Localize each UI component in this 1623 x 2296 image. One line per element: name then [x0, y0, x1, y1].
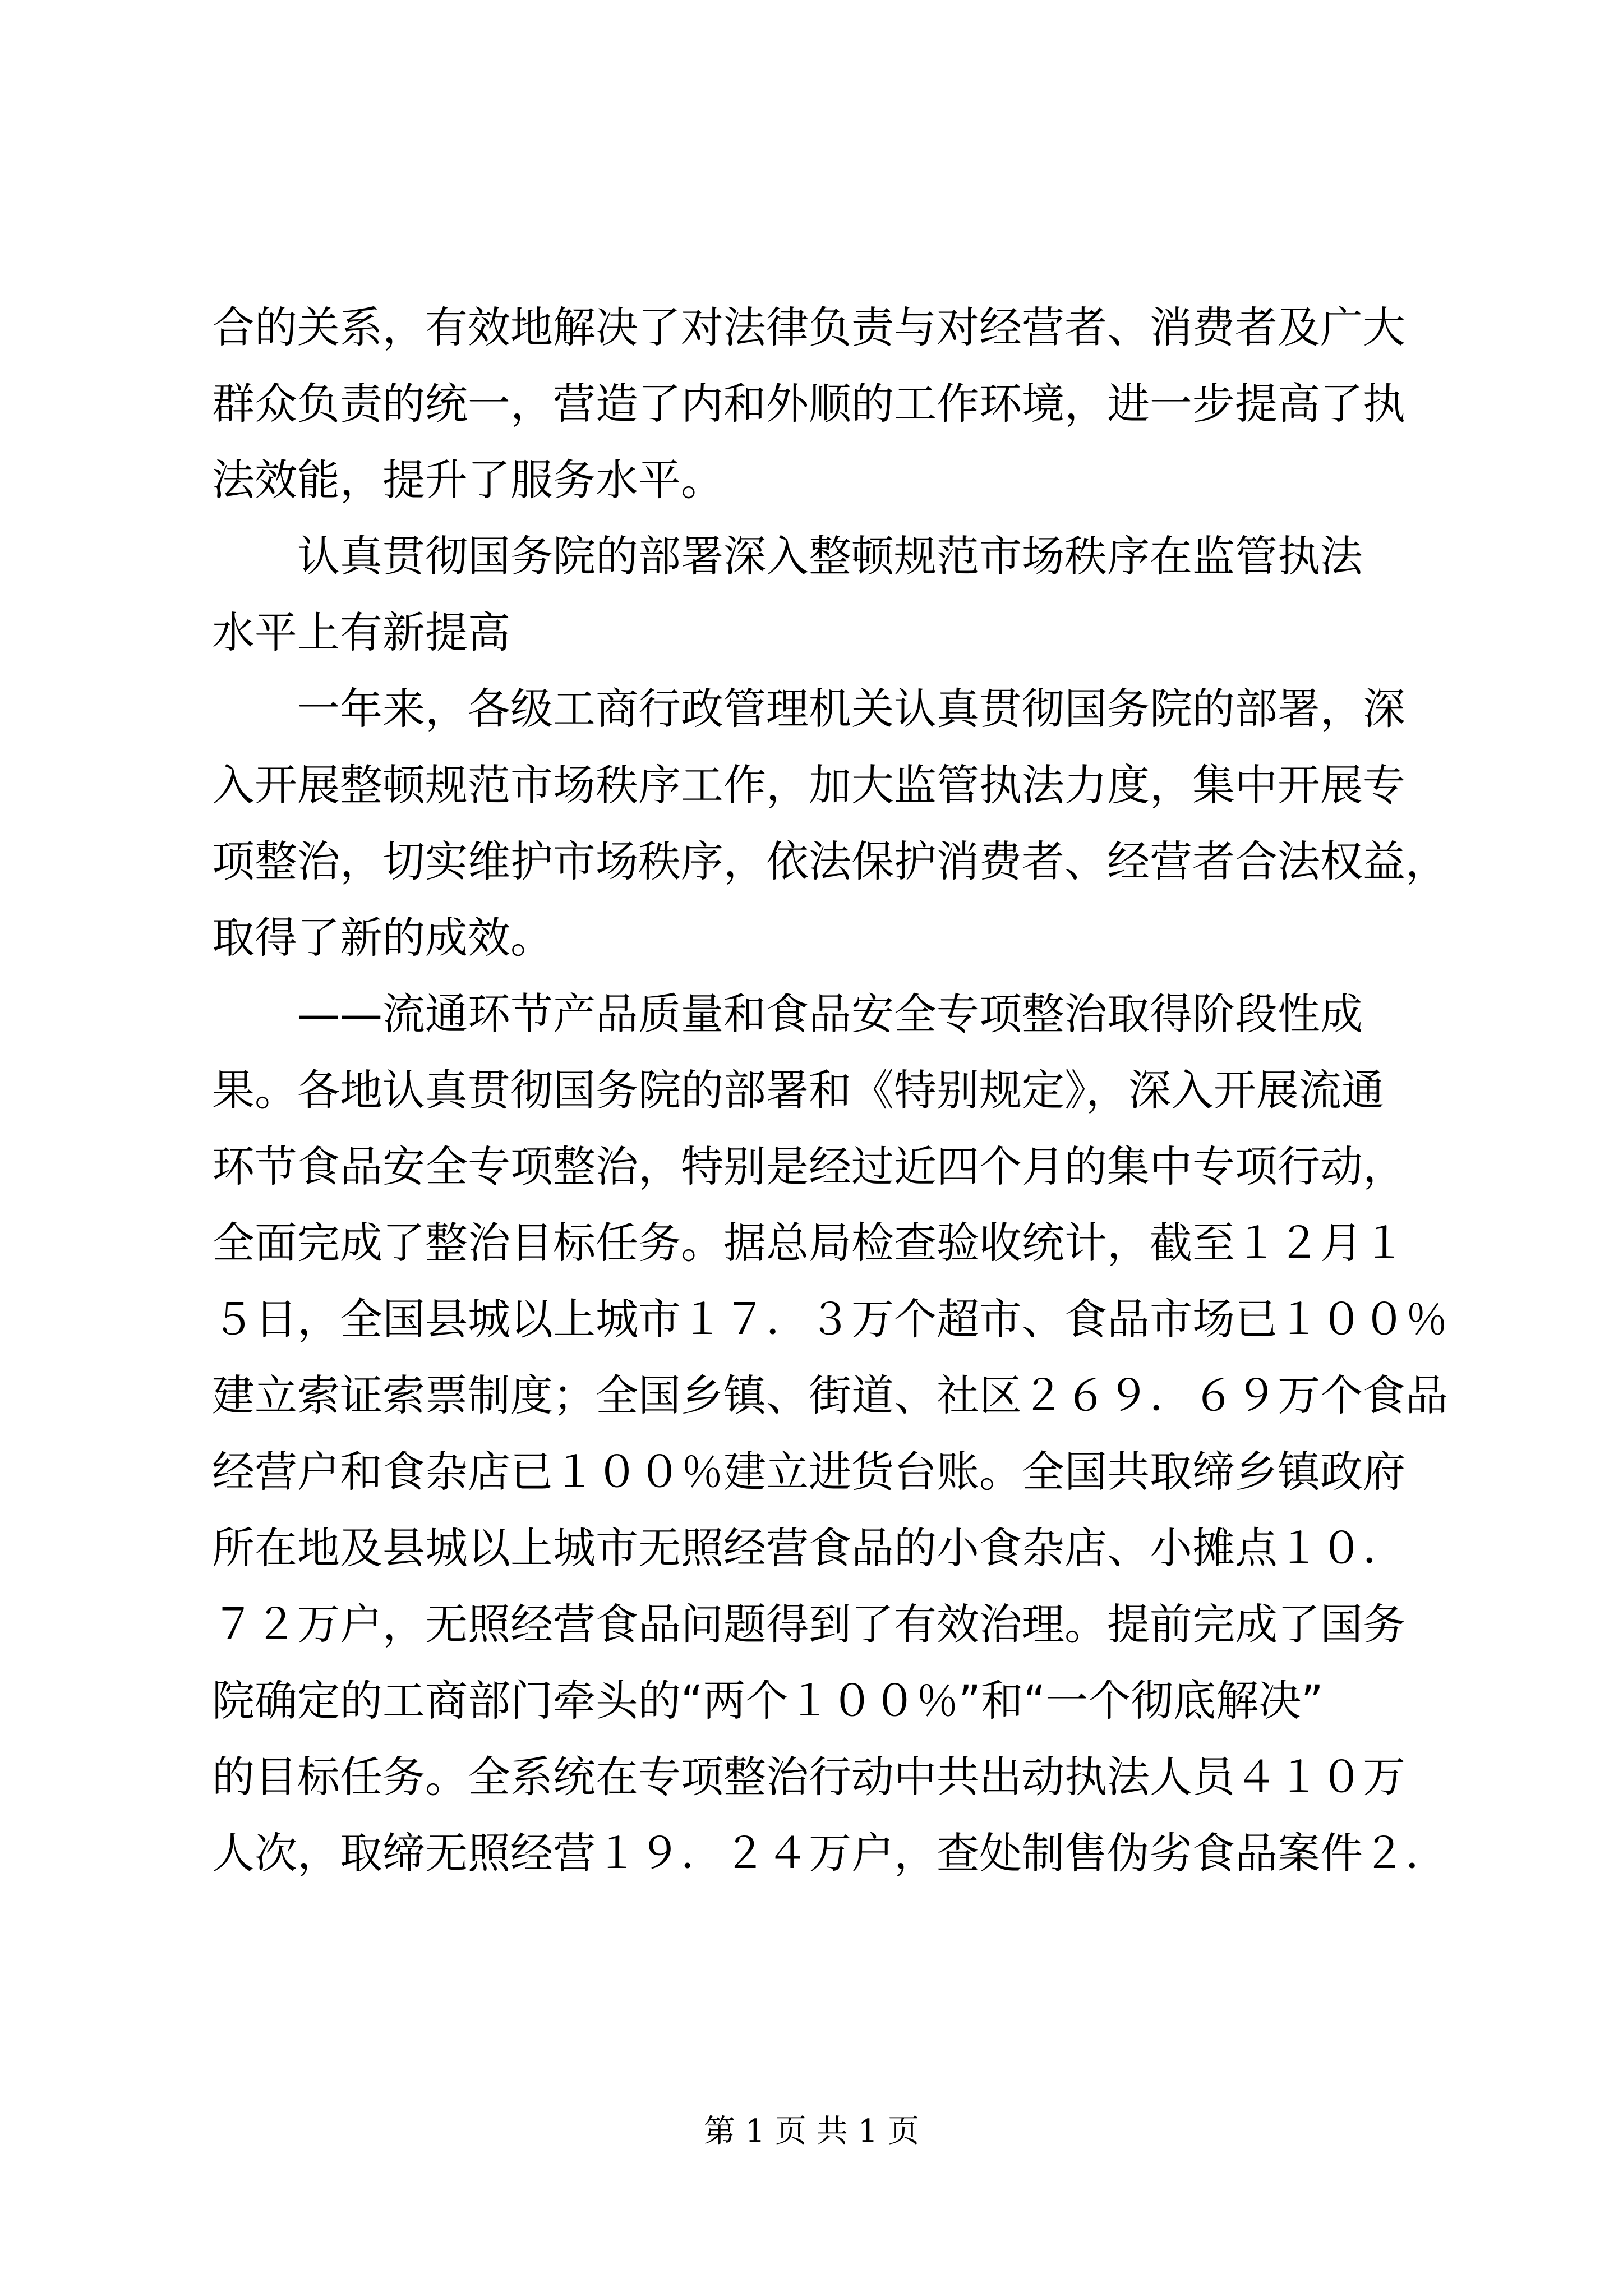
page-number-footer: 第 1 页 共 1 页: [703, 2113, 920, 2150]
text-line: 入开展整顿规范市场秩序工作，加大监管执法力度，集中开展专: [212, 760, 1405, 810]
text-line: 认真贯彻国务院的部署深入整顿规范市场秩序在监管执法: [212, 531, 1363, 581]
text-line: 项整治，切实维护市场秩序，依法保护消费者、经营者合法权益，: [212, 836, 1448, 886]
text-line: ７２万户，无照经营食品问题得到了有效治理。提前完成了国务: [212, 1599, 1405, 1649]
text-line: 水平上有新提高: [212, 608, 510, 657]
text-line: 果。各地认真贯彻国务院的部署和《特别规定》，深入开展流通: [212, 1065, 1384, 1115]
text-line: 群众负责的统一，营造了内和外顺的工作环境，进一步提高了执: [212, 379, 1405, 429]
text-line: 经营户和食杂店已１００％建立进货台账。全国共取缔乡镇政府: [212, 1447, 1405, 1497]
text-line: 所在地及县城以上城市无照经营食品的小食杂店、小摊点１０．: [212, 1523, 1405, 1573]
text-line: 环节食品安全专项整治，特别是经过近四个月的集中专项行动，: [212, 1142, 1405, 1191]
text-line: 取得了新的成效。: [212, 913, 553, 963]
text-line: 的目标任务。全系统在专项整治行动中共出动执法人员４１０万: [212, 1752, 1405, 1802]
text-line: 一年来，各级工商行政管理机关认真贯彻国务院的部署，深: [212, 684, 1405, 734]
text-line: 人次，取缔无照经营１９．２４万户，查处制售伪劣食品案件２．: [212, 1828, 1448, 1878]
text-line: 全面完成了整治目标任务。据总局检查验收统计，截至１２月１: [212, 1218, 1405, 1268]
text-line: ５日，全国县城以上城市１７．３万个超市、食品市场已１００％: [212, 1294, 1448, 1344]
text-line: ——流通环节产品质量和食品安全专项整治取得阶段性成: [212, 989, 1363, 1039]
text-line: 合的关系，有效地解决了对法律负责与对经营者、消费者及广大: [212, 302, 1405, 352]
text-line: 院确定的工商部门牵头的“两个１００％”和“一个彻底解决”: [212, 1676, 1324, 1726]
text-line: 建立索证索票制度；全国乡镇、街道、社区２６９．６９万个食品: [212, 1370, 1448, 1420]
text-line: 法效能，提升了服务水平。: [212, 455, 723, 505]
